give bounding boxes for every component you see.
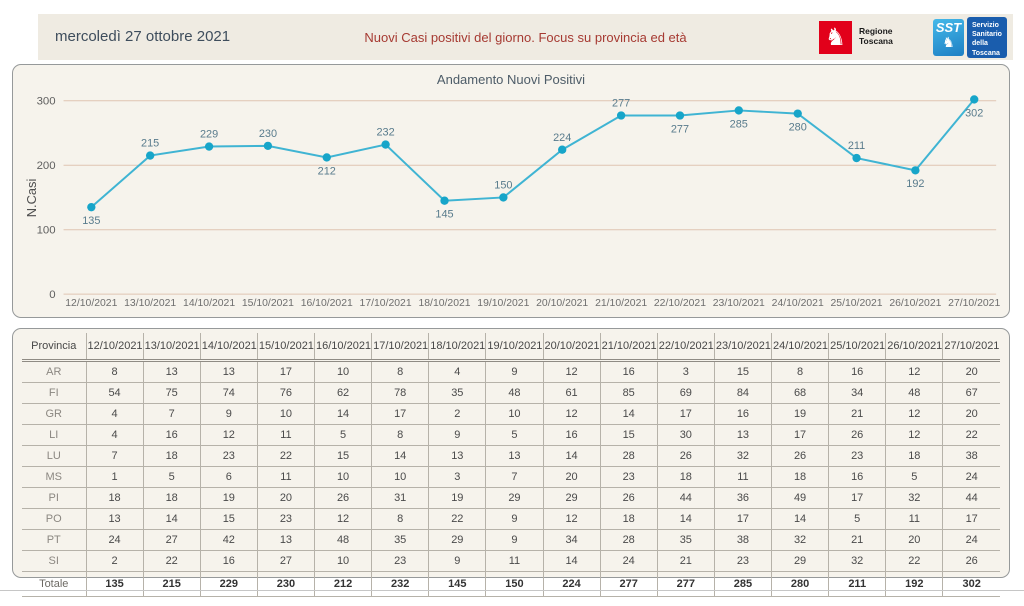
table-cell: 13 bbox=[486, 446, 543, 467]
total-cell: 280 bbox=[772, 572, 829, 597]
province-label: PT bbox=[22, 530, 86, 551]
date-col-header: 16/10/2021 bbox=[315, 333, 372, 361]
table-cell: 13 bbox=[429, 446, 486, 467]
table-cell: 14 bbox=[772, 509, 829, 530]
province-label: SI bbox=[22, 551, 86, 572]
total-cell: 215 bbox=[143, 572, 200, 597]
sst-acronym: SST bbox=[935, 19, 962, 35]
data-point bbox=[911, 166, 919, 174]
table-cell: 14 bbox=[143, 509, 200, 530]
table-cell: 7 bbox=[143, 404, 200, 425]
date-col-header: 13/10/2021 bbox=[143, 333, 200, 361]
table-cell: 11 bbox=[886, 509, 943, 530]
table-cell: 22 bbox=[943, 425, 1000, 446]
date-col-header: 25/10/2021 bbox=[829, 333, 886, 361]
table-cell: 9 bbox=[486, 509, 543, 530]
data-point-label: 145 bbox=[435, 208, 454, 221]
table-cell: 18 bbox=[772, 467, 829, 488]
table-cell: 4 bbox=[86, 404, 143, 425]
table-cell: 27 bbox=[143, 530, 200, 551]
total-cell: 285 bbox=[714, 572, 771, 597]
table-cell: 21 bbox=[829, 404, 886, 425]
header-bar bbox=[38, 14, 1013, 60]
data-point bbox=[381, 140, 389, 148]
data-point bbox=[794, 109, 802, 117]
table-cell: 17 bbox=[372, 404, 429, 425]
table-cell: 2 bbox=[86, 551, 143, 572]
total-cell: 135 bbox=[86, 572, 143, 597]
y-tick-label: 0 bbox=[49, 289, 56, 302]
table-cell: 8 bbox=[372, 425, 429, 446]
table-cell: 21 bbox=[829, 530, 886, 551]
x-tick-label: 26/10/2021 bbox=[889, 298, 942, 310]
table-cell: 32 bbox=[829, 551, 886, 572]
province-label: LI bbox=[22, 425, 86, 446]
table-cell: 32 bbox=[886, 488, 943, 509]
table-row bbox=[22, 404, 1000, 425]
data-point bbox=[323, 153, 331, 161]
page-bottom-divider bbox=[0, 590, 1024, 591]
table-cell: 10 bbox=[315, 361, 372, 383]
table-cell: 38 bbox=[943, 446, 1000, 467]
data-point bbox=[499, 193, 507, 201]
table-cell: 15 bbox=[714, 361, 771, 383]
table-cell: 26 bbox=[829, 425, 886, 446]
table-cell: 16 bbox=[600, 361, 657, 383]
x-tick-label: 23/10/2021 bbox=[712, 298, 765, 310]
table-cell: 22 bbox=[257, 446, 314, 467]
table-cell: 12 bbox=[543, 404, 600, 425]
table-cell: 13 bbox=[200, 361, 257, 383]
date-col-header: 14/10/2021 bbox=[200, 333, 257, 361]
data-point bbox=[440, 197, 448, 205]
table-cell: 5 bbox=[143, 467, 200, 488]
table-cell: 10 bbox=[315, 551, 372, 572]
table-cell: 13 bbox=[714, 425, 771, 446]
data-point-label: 215 bbox=[141, 137, 160, 150]
table-cell: 35 bbox=[372, 530, 429, 551]
table-cell: 68 bbox=[772, 383, 829, 404]
table-cell: 8 bbox=[372, 509, 429, 530]
x-tick-label: 20/10/2021 bbox=[536, 298, 589, 310]
x-tick-label: 16/10/2021 bbox=[300, 298, 353, 310]
table-cell: 23 bbox=[200, 446, 257, 467]
table-row bbox=[22, 446, 1000, 467]
y-tick-label: 300 bbox=[36, 95, 56, 108]
table-cell: 26 bbox=[315, 488, 372, 509]
table-cell: 16 bbox=[543, 425, 600, 446]
table-row bbox=[22, 509, 1000, 530]
table-cell: 16 bbox=[200, 551, 257, 572]
total-cell: 211 bbox=[829, 572, 886, 597]
data-point bbox=[87, 203, 95, 211]
y-tick-label: 100 bbox=[36, 224, 56, 237]
table-cell: 29 bbox=[429, 530, 486, 551]
table-cell: 85 bbox=[600, 383, 657, 404]
table-cell: 17 bbox=[943, 509, 1000, 530]
table-cell: 10 bbox=[486, 404, 543, 425]
table-cell: 4 bbox=[86, 425, 143, 446]
date-col-header: 23/10/2021 bbox=[714, 333, 771, 361]
data-point-label: 302 bbox=[965, 107, 984, 120]
table-cell: 29 bbox=[543, 488, 600, 509]
x-tick-label: 15/10/2021 bbox=[241, 298, 294, 310]
table-cell: 24 bbox=[943, 467, 1000, 488]
table-header-row bbox=[22, 333, 1000, 361]
table-cell: 32 bbox=[714, 446, 771, 467]
table-cell: 26 bbox=[657, 446, 714, 467]
table-cell: 44 bbox=[943, 488, 1000, 509]
date-col-header: 22/10/2021 bbox=[657, 333, 714, 361]
table-cell: 23 bbox=[714, 551, 771, 572]
table-cell: 16 bbox=[714, 404, 771, 425]
table-cell: 14 bbox=[657, 509, 714, 530]
table-cell: 13 bbox=[86, 509, 143, 530]
table-cell: 3 bbox=[429, 467, 486, 488]
table-cell: 26 bbox=[943, 551, 1000, 572]
table-cell: 23 bbox=[257, 509, 314, 530]
x-tick-label: 14/10/2021 bbox=[183, 298, 236, 310]
x-tick-label: 21/10/2021 bbox=[595, 298, 648, 310]
province-label: FI bbox=[22, 383, 86, 404]
province-label: GR bbox=[22, 404, 86, 425]
table-cell: 54 bbox=[86, 383, 143, 404]
data-point-label: 192 bbox=[906, 178, 925, 191]
table-cell: 38 bbox=[714, 530, 771, 551]
table-cell: 31 bbox=[372, 488, 429, 509]
x-tick-label: 27/10/2021 bbox=[948, 298, 1001, 310]
regione-toscana-pegasus-icon: ♞ bbox=[819, 21, 852, 54]
total-cell: 224 bbox=[543, 572, 600, 597]
x-tick-label: 19/10/2021 bbox=[477, 298, 530, 310]
total-row bbox=[22, 572, 1000, 597]
table-cell: 20 bbox=[543, 467, 600, 488]
table-cell: 7 bbox=[86, 446, 143, 467]
sst-pegasus-icon: ♞ bbox=[942, 33, 955, 50]
sst-logo bbox=[933, 19, 964, 56]
total-cell: 150 bbox=[486, 572, 543, 597]
x-tick-label: 25/10/2021 bbox=[830, 298, 883, 310]
table-cell: 11 bbox=[257, 425, 314, 446]
table-cell: 11 bbox=[486, 551, 543, 572]
date-col-header: 24/10/2021 bbox=[772, 333, 829, 361]
table-cell: 22 bbox=[143, 551, 200, 572]
date-col-header: 21/10/2021 bbox=[600, 333, 657, 361]
table-cell: 28 bbox=[600, 530, 657, 551]
report-date: mercoledì 27 ottobre 2021 bbox=[55, 28, 231, 45]
table-cell: 76 bbox=[257, 383, 314, 404]
table-cell: 17 bbox=[714, 509, 771, 530]
table-cell: 18 bbox=[86, 488, 143, 509]
data-point bbox=[970, 95, 978, 103]
total-cell: 192 bbox=[886, 572, 943, 597]
chart-panel bbox=[12, 64, 1010, 318]
table-cell: 17 bbox=[829, 488, 886, 509]
data-point bbox=[558, 146, 566, 154]
table-cell: 12 bbox=[543, 361, 600, 383]
data-point bbox=[735, 106, 743, 114]
table-cell: 15 bbox=[600, 425, 657, 446]
table-cell: 12 bbox=[886, 404, 943, 425]
table-cell: 14 bbox=[543, 551, 600, 572]
table-cell: 19 bbox=[772, 404, 829, 425]
data-point bbox=[852, 154, 860, 162]
table-cell: 4 bbox=[429, 361, 486, 383]
table-row bbox=[22, 361, 1000, 383]
table-cell: 48 bbox=[315, 530, 372, 551]
table-cell: 28 bbox=[600, 446, 657, 467]
table-cell: 12 bbox=[200, 425, 257, 446]
table-cell: 18 bbox=[886, 446, 943, 467]
table-panel bbox=[12, 328, 1010, 590]
table-cell: 19 bbox=[200, 488, 257, 509]
table-cell: 9 bbox=[429, 551, 486, 572]
logo-group bbox=[819, 14, 1007, 60]
table-cell: 62 bbox=[315, 383, 372, 404]
date-col-header: 15/10/2021 bbox=[257, 333, 314, 361]
data-point bbox=[676, 111, 684, 119]
table-row bbox=[22, 425, 1000, 446]
table-cell: 16 bbox=[829, 467, 886, 488]
date-col-header: 12/10/2021 bbox=[86, 333, 143, 361]
table-cell: 11 bbox=[257, 467, 314, 488]
table-cell: 22 bbox=[429, 509, 486, 530]
data-point-label: 277 bbox=[612, 97, 631, 110]
table-cell: 10 bbox=[372, 467, 429, 488]
table-cell: 9 bbox=[486, 530, 543, 551]
table-cell: 23 bbox=[600, 467, 657, 488]
table-cell: 8 bbox=[86, 361, 143, 383]
table-cell: 26 bbox=[600, 488, 657, 509]
data-point-label: 277 bbox=[670, 123, 690, 136]
data-point-label: 280 bbox=[788, 121, 807, 134]
table-cell: 34 bbox=[543, 530, 600, 551]
table-cell: 18 bbox=[143, 488, 200, 509]
total-cell: 277 bbox=[600, 572, 657, 597]
table-cell: 75 bbox=[143, 383, 200, 404]
table-cell: 14 bbox=[543, 446, 600, 467]
table-cell: 42 bbox=[200, 530, 257, 551]
x-tick-label: 24/10/2021 bbox=[771, 298, 824, 310]
province-table bbox=[22, 333, 1000, 597]
y-tick-label: 200 bbox=[36, 160, 56, 173]
table-cell: 13 bbox=[257, 530, 314, 551]
data-point-label: 230 bbox=[258, 127, 278, 140]
table-cell: 13 bbox=[143, 361, 200, 383]
sst-text-label: Servizio Sanitario della Toscana bbox=[967, 17, 1007, 58]
table-cell: 49 bbox=[772, 488, 829, 509]
table-cell: 34 bbox=[829, 383, 886, 404]
table-cell: 14 bbox=[372, 446, 429, 467]
table-cell: 44 bbox=[657, 488, 714, 509]
regione-toscana-label: Regione Toscana bbox=[859, 26, 893, 46]
table-cell: 7 bbox=[486, 467, 543, 488]
total-cell: 229 bbox=[200, 572, 257, 597]
table-cell: 16 bbox=[143, 425, 200, 446]
table-row bbox=[22, 488, 1000, 509]
date-col-header: 19/10/2021 bbox=[486, 333, 543, 361]
table-cell: 10 bbox=[315, 467, 372, 488]
table-cell: 78 bbox=[372, 383, 429, 404]
table-cell: 26 bbox=[772, 446, 829, 467]
date-col-header: 27/10/2021 bbox=[943, 333, 1000, 361]
data-point bbox=[146, 151, 154, 159]
data-point-label: 224 bbox=[553, 131, 572, 144]
table-cell: 30 bbox=[657, 425, 714, 446]
table-cell: 12 bbox=[886, 425, 943, 446]
table-cell: 15 bbox=[315, 446, 372, 467]
table-cell: 18 bbox=[657, 467, 714, 488]
table-cell: 18 bbox=[600, 509, 657, 530]
table-cell: 24 bbox=[600, 551, 657, 572]
table-cell: 5 bbox=[486, 425, 543, 446]
table-cell: 17 bbox=[257, 361, 314, 383]
table-cell: 8 bbox=[772, 361, 829, 383]
data-point-label: 135 bbox=[82, 215, 101, 228]
table-cell: 3 bbox=[657, 361, 714, 383]
line-chart bbox=[13, 65, 1009, 317]
table-cell: 36 bbox=[714, 488, 771, 509]
data-point-label: 212 bbox=[317, 165, 336, 178]
province-label: PO bbox=[22, 509, 86, 530]
table-row bbox=[22, 383, 1000, 404]
table-cell: 20 bbox=[943, 361, 1000, 383]
table-cell: 9 bbox=[429, 425, 486, 446]
table-cell: 10 bbox=[257, 404, 314, 425]
data-point-label: 285 bbox=[729, 118, 748, 131]
data-point bbox=[205, 142, 213, 150]
total-cell: 302 bbox=[943, 572, 1000, 597]
table-cell: 22 bbox=[886, 551, 943, 572]
table-cell: 9 bbox=[486, 361, 543, 383]
table-cell: 12 bbox=[543, 509, 600, 530]
table-cell: 20 bbox=[257, 488, 314, 509]
table-cell: 17 bbox=[657, 404, 714, 425]
table-cell: 9 bbox=[200, 404, 257, 425]
table-cell: 8 bbox=[372, 361, 429, 383]
table-cell: 17 bbox=[772, 425, 829, 446]
table-cell: 5 bbox=[315, 425, 372, 446]
total-cell: 230 bbox=[257, 572, 314, 597]
table-cell: 29 bbox=[486, 488, 543, 509]
table-cell: 23 bbox=[372, 551, 429, 572]
table-cell: 48 bbox=[886, 383, 943, 404]
date-col-header: 18/10/2021 bbox=[429, 333, 486, 361]
table-cell: 5 bbox=[829, 509, 886, 530]
date-col-header: 20/10/2021 bbox=[543, 333, 600, 361]
table-cell: 16 bbox=[829, 361, 886, 383]
table-cell: 35 bbox=[657, 530, 714, 551]
table-cell: 27 bbox=[257, 551, 314, 572]
date-col-header: 26/10/2021 bbox=[886, 333, 943, 361]
table-cell: 5 bbox=[886, 467, 943, 488]
total-cell: 212 bbox=[315, 572, 372, 597]
total-cell: 232 bbox=[372, 572, 429, 597]
data-point bbox=[264, 142, 272, 150]
province-label: AR bbox=[22, 361, 86, 383]
table-cell: 23 bbox=[829, 446, 886, 467]
province-col-header: Provincia bbox=[22, 333, 86, 361]
data-point-label: 211 bbox=[847, 140, 866, 153]
x-tick-label: 18/10/2021 bbox=[418, 298, 471, 310]
table-cell: 19 bbox=[429, 488, 486, 509]
table-cell: 67 bbox=[943, 383, 1000, 404]
table-cell: 20 bbox=[943, 404, 1000, 425]
table-cell: 29 bbox=[772, 551, 829, 572]
table-cell: 21 bbox=[657, 551, 714, 572]
table-cell: 1 bbox=[86, 467, 143, 488]
total-label: Totale bbox=[22, 572, 86, 597]
report-title: Nuovi Casi positivi del giorno. Focus su provincia ed età bbox=[364, 30, 687, 45]
table-cell: 69 bbox=[657, 383, 714, 404]
table-cell: 12 bbox=[886, 361, 943, 383]
table-cell: 20 bbox=[886, 530, 943, 551]
data-point-label: 229 bbox=[199, 128, 219, 141]
data-point-label: 150 bbox=[494, 179, 513, 192]
table-cell: 14 bbox=[315, 404, 372, 425]
province-label: MS bbox=[22, 467, 86, 488]
data-point-label: 232 bbox=[376, 126, 395, 139]
x-tick-label: 17/10/2021 bbox=[359, 298, 412, 310]
total-cell: 277 bbox=[657, 572, 714, 597]
table-cell: 74 bbox=[200, 383, 257, 404]
date-col-header: 17/10/2021 bbox=[372, 333, 429, 361]
table-cell: 24 bbox=[943, 530, 1000, 551]
table-cell: 6 bbox=[200, 467, 257, 488]
table-cell: 14 bbox=[600, 404, 657, 425]
trend-line bbox=[91, 99, 974, 207]
province-label: PI bbox=[22, 488, 86, 509]
x-tick-label: 12/10/2021 bbox=[65, 298, 118, 310]
y-axis-label: N.Casi bbox=[23, 178, 39, 218]
data-point bbox=[617, 111, 625, 119]
table-cell: 35 bbox=[429, 383, 486, 404]
table-row bbox=[22, 551, 1000, 572]
table-cell: 15 bbox=[200, 509, 257, 530]
table-cell: 61 bbox=[543, 383, 600, 404]
province-label: LU bbox=[22, 446, 86, 467]
x-tick-label: 13/10/2021 bbox=[124, 298, 177, 310]
total-cell: 145 bbox=[429, 572, 486, 597]
table-cell: 32 bbox=[772, 530, 829, 551]
table-cell: 48 bbox=[486, 383, 543, 404]
table-cell: 84 bbox=[714, 383, 771, 404]
table-row bbox=[22, 530, 1000, 551]
table-cell: 11 bbox=[714, 467, 771, 488]
table-cell: 24 bbox=[86, 530, 143, 551]
chart-title: Andamento Nuovi Positivi bbox=[436, 72, 586, 87]
table-cell: 12 bbox=[315, 509, 372, 530]
table-cell: 18 bbox=[143, 446, 200, 467]
table-cell: 2 bbox=[429, 404, 486, 425]
x-tick-label: 22/10/2021 bbox=[653, 298, 707, 310]
table-row bbox=[22, 467, 1000, 488]
